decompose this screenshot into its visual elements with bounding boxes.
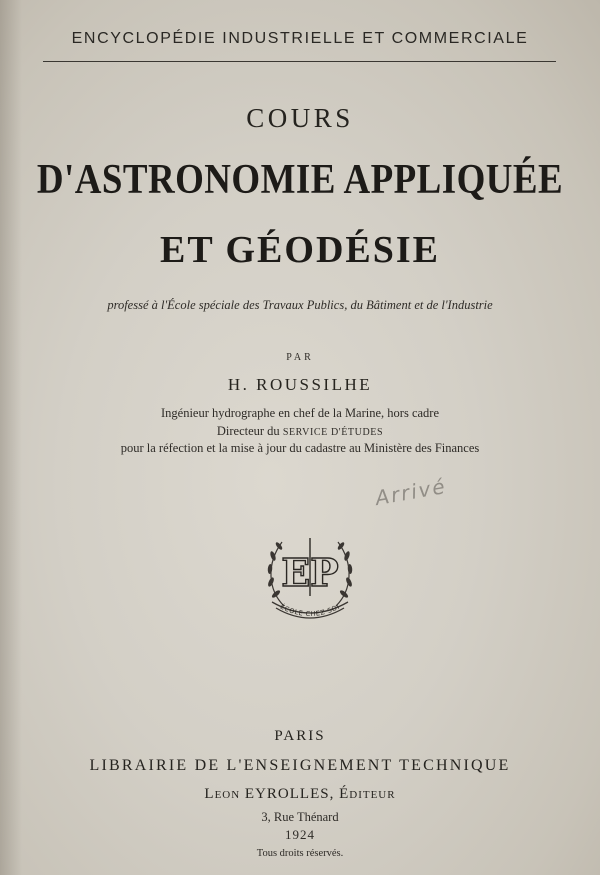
title-cours: COURS [246, 103, 354, 133]
editor-first-rest: EON [214, 789, 241, 801]
author-name: H. ROUSSILHE [227, 375, 373, 394]
handwritten-note: Arrivé [373, 473, 449, 511]
author-affiliation-3: pour la réfection et la mise à jour du cadastre au Ministère des Finances [120, 441, 480, 455]
emblem-monogram: EP [281, 550, 339, 595]
editor-surname: EYROLLES, [244, 786, 335, 802]
imprint-editor [0, 786, 600, 803]
imprint-city: PARIS [274, 728, 326, 744]
author-affiliation-1: Ingénieur hydrographe en chef de la Marine, hors cadre [161, 406, 439, 420]
editor-role-initial: É [339, 786, 350, 802]
series-title: ENCYCLOPÉDIE INDUSTRIELLE ET COMMERCIALE [71, 30, 529, 47]
imprint-address: 3, Rue Thénard [261, 810, 339, 824]
taught-at-line: professé à l'École spéciale des Travaux Publics, du Bâtiment et de l'Industrie [107, 298, 493, 312]
editor-role-rest: DITEUR [349, 789, 396, 801]
title-line-2: ET GÉODÉSIE [159, 229, 441, 271]
imprint-year: 1924 [285, 827, 315, 842]
title-line-1: D'ASTRONOMIE APPLIQUÉE [36, 157, 564, 203]
editor-first-initial: L [204, 786, 215, 802]
emblem-motto: ÉCOLE CHEZ SOI [278, 602, 342, 619]
imprint-rights: Tous droits réservés. [256, 848, 344, 859]
affiliation-2-prefix: Directeur du [216, 424, 280, 438]
affiliation-2-service: SERVICE D'ÉTUDES [282, 427, 384, 438]
imprint-publisher: LIBRAIRIE DE L'ENSEIGNEMENT TECHNIQUE [89, 757, 511, 774]
author-affiliation-2 [0, 424, 600, 439]
header-rule [43, 61, 556, 62]
by-label: PAR [286, 352, 314, 363]
publisher-emblem-icon [254, 524, 366, 624]
